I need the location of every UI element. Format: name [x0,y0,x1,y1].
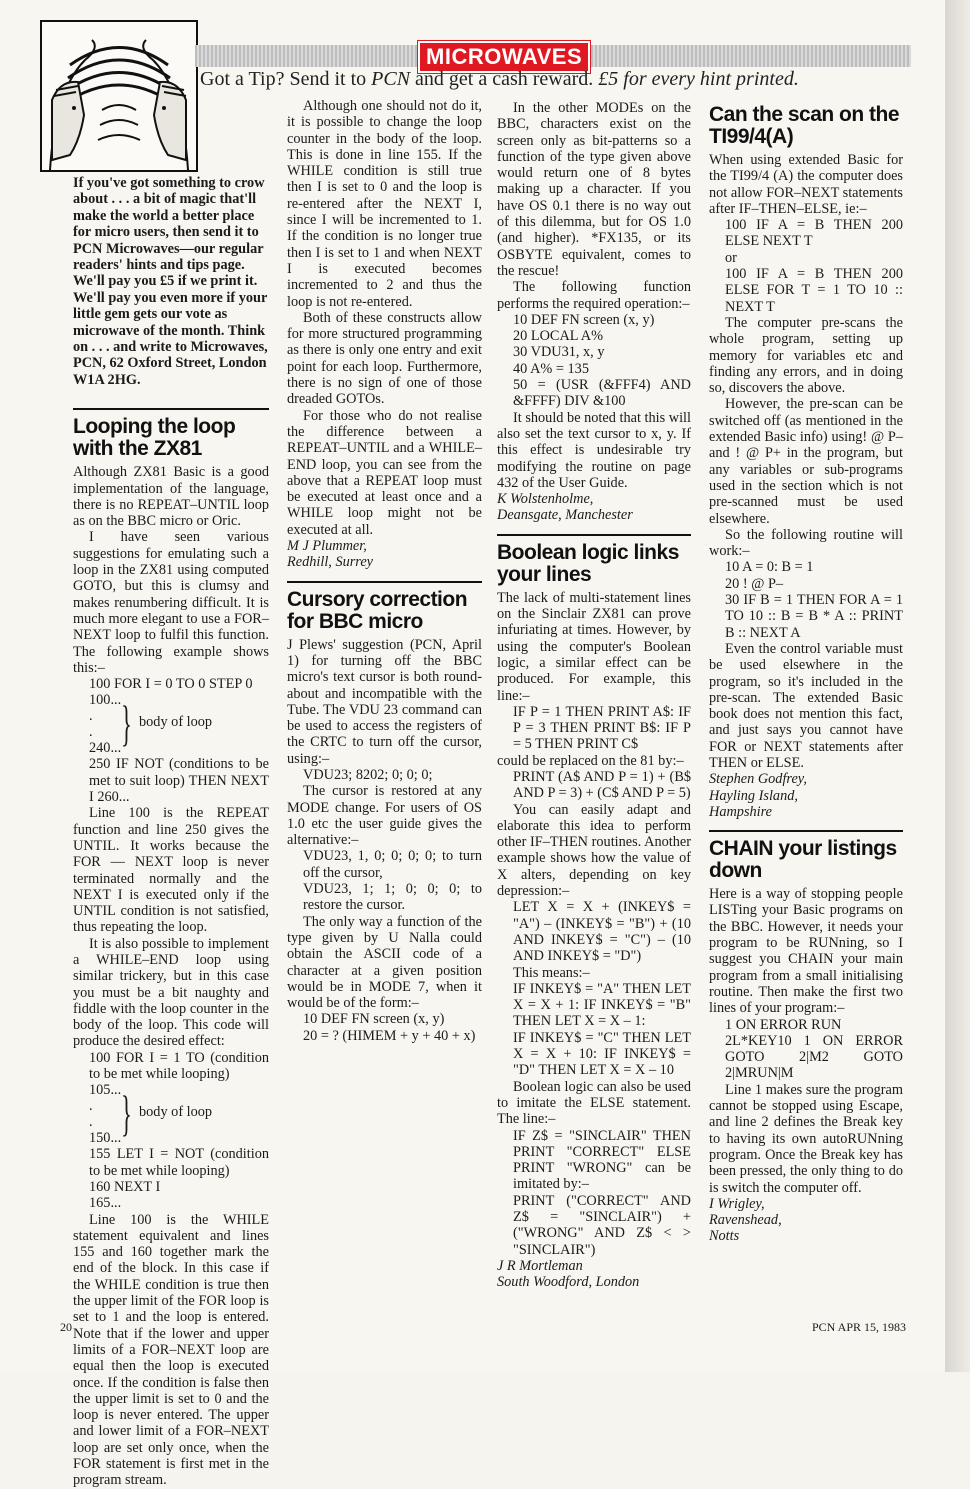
boolean-p5: Boolean logic can also be used to imitate the ELSE statement. The line:– [497,1078,691,1128]
code-line: 105... [89,1082,122,1099]
code-line: 240... [89,740,122,757]
looping-p1: Although ZX81 Basic is a good implementation of the language, there is no REPEAT–UNTIL loop as on the BBC micro or Oric. [73,464,269,530]
cursor-p3: The only way a function of the type given by U Nalla could obtain the ASCII code of a character at a given position would be in MODE 7, when it would be of the form:– [287,913,482,1012]
cursor-code5: 20 = ? (HIMEM + y + 40 + x) [303,1027,476,1044]
signature-location: Hampshire [709,803,773,820]
column-3 [497,100,691,1290]
signature: K Wolstenholme, [497,491,594,508]
brace-label: body of loop [139,1104,213,1121]
signature: I Wrigley, [709,1195,765,1212]
cursor-p4: In the other MODEs on the BBC, characters exist on the screen only as bit-patterns so a function of the type given above would return one of 8 bytes making up a character. If you have OS 0.1 there is no way out of this dilemma, but for OS 1.0 (and higher). *FX135, or its OSBYTE equivalent, comes to the rescue! [497,100,691,279]
looping-p4: It is also possible to implement a WHILE–END loop using similar trickery, but in this case you must be a bit naughty and fiddle with the loop counter in the body of the loop. This code will produce the desired effect: [73,935,269,1050]
signature: Stephen Godfrey, [709,771,807,788]
scan-code5: 30 IF B = 1 THEN FOR A = 1 TO 10 :: B = B * A :: PRINT B :: NEXT A [725,592,903,641]
cursor-p6: It should be noted that this will also set the text cursor to x, y. If this effect is undesirable try modifying the routine on page 432 of the User Guide. [497,409,691,491]
code-dot: . [89,708,93,725]
looping-code1: 100 FOR I = 0 TO 0 STEP 0 [89,676,253,693]
cursor-code1: VDU23; 8202; 0; 0; 0; [303,766,433,783]
signature-location: Redhill, Surrey [287,554,374,571]
section-divider [497,534,691,536]
looping-p5: Line 100 is the WHILE statement equivalent and lines 155 and 160 together mark the end of the block. In this case if the WHILE condition is true then the upper limit of the FOR loop is set to 1 and the loop is entered. Note that if the lower and upper limits of a FOR–NEXT loop are equal then the loop is executed once. If the condition is false then the upper limit is set to 0 and the loop is never entered. The upper and lower limit of a FOR–NEXT loop are set only once, when the FOR statement is first met in the program stream. [73,1211,269,1489]
intro-text: If you've got something to crow about . . . a bit of magic that'll make the world a better place for micro users, then send it to PCN Microwaves—our regular readers' hints and tips page. We'll pay you £5 if we print it. We'll pay you even more if your little gem gets our vote as microwave of the month. Think on . . . and write to Microwaves, PCN, 62 Oxford Street, London W1A 2HG. [73,175,268,388]
code-line: 150... [89,1130,122,1147]
boolean-code7: PRINT ("CORRECT" AND Z$ = "SINCLAIR") + ("WRONG" AND Z$ < > "SINCLAIR") [513,1192,691,1258]
page-gutter [945,0,970,1372]
chain-code1: 1 ON ERROR RUN [725,1016,842,1033]
signature-location: Hayling Island, [709,787,798,804]
column-4 [709,104,903,1245]
looping-code5: 160 NEXT I [89,1178,161,1195]
looping-p7: Both of these constructs allow for more structured programming as there is only one entry and exit point for each loop. Furthermore, there is no sign of one of those dreaded GOTOs. [287,309,482,408]
cursor-code2: VDU23, 1, 0; 0; 0; 0; to turn off the cursor, [303,848,482,881]
tagline-pcn: PCN [371,68,411,90]
code-line: 100... [89,692,122,709]
cursor-code6: 10 DEF FN screen (x, y) [513,311,655,328]
tagline-part-b: and get a cash reward. [410,68,599,90]
boolean-code2: PRINT (A$ AND P = 1) + (B$ AND P = 3) + (C$ AND P = 5) [513,768,691,802]
looping-p6: Although one should not do it, it is possible to change the loop counter in the body of the loop. This is done in line 155. If the WHILE condition is still true then I is set to 0 and the loop is re-entered after the NEXT I, since I will be incremented to 1. If the condition is no longer true then I is set to 1 and when NEXT I is executed becomes incremented to 2 and thus the loop is not re-entered. [287,98,482,310]
scan-code4: 20 ! @ P– [725,575,784,592]
looping-code2: 250 IF NOT (conditions to be met to suit loop) THEN NEXT I 260... [89,756,269,806]
looping-code4: 155 LET I = NOT (condition to be met while looping) [89,1146,269,1179]
heading-cursor: Cursory correction for BBC micro [287,587,468,633]
boolean-code5: IF INKEY$ = "C" THEN LET X = X + 10: IF INKEY$ = "D" THEN LET X = X – 10 [513,1029,691,1079]
signature-location: Ravenshead, [709,1212,782,1229]
code-dot: . [89,1114,93,1131]
boolean-p1: The lack of multi-statement lines on the Sinclair ZX81 can prove infuriating at times. However, by using the computer's Boolean logic, a similar effect can be produced. For example, this line:– [497,589,691,704]
heading-chain: CHAIN your listings down [709,837,897,883]
header-tagline [200,68,799,91]
code-dot: . [89,724,93,741]
scan-p5: Even the control variable must be used elsewhere in the program, so it's included in the pre-scan. The extended Basic book does not mention this fact, and just says you cannot have FOR or NEXT statements after THEN or ELSE. [709,640,903,771]
heading-looping: Looping the loop with the ZX81 [73,415,236,461]
looping-p3: Line 100 is the REPEAT function and line 250 gives the UNTIL. It works because the FOR — NEXT loop is never terminated normally and the NEXT I is executed only if the UNTIL condition is not satisfied, thus repeating the loop. [73,805,269,936]
cursor-p2: The cursor is restored at any MODE change. For users of OS 1.0 etc the user guide gives the alternative:– [287,783,482,849]
heading-boolean: Boolean logic links your lines [497,540,679,586]
heading-scan: Can the scan on the TI99/4(A) [709,103,900,148]
boolean-p3: You can easily adapt and elaborate this idea to perform other IF–THEN routines. Another example shows how the value of X alters, depending on key depression:– [497,801,691,900]
scan-code2: 100 IF A = B THEN 200 ELSE FOR T = 1 TO 10 :: NEXT T [725,266,903,315]
scan-code1: 100 IF A = B THEN 200 ELSE NEXT T [725,217,903,250]
boolean-code1: IF P = 1 THEN PRINT A$: IF P = 3 THEN PRINT B$: IF P = 5 THEN PRINT C$ [513,703,691,753]
brace-label: body of loop [139,714,213,731]
boolean-code6: IF Z$ = "SINCLAIR" THEN PRINT "CORRECT" ELSE PRINT "WRONG" can be imitated by:– [513,1127,691,1193]
scan-code3: 10 A = 0: B = 1 [725,559,814,576]
cursor-code8: 30 VDU31, x, y [513,344,605,361]
section-divider [73,408,269,410]
section-divider [709,830,903,832]
signature-location: South Woodford, London [497,1274,640,1291]
looping-code6: 165... [89,1195,122,1212]
boolean-p4: This means:– [513,964,590,981]
cursor-p5: The following function performs the required operation:– [497,279,691,312]
cursor-code7: 20 LOCAL A% [513,328,604,345]
chain-code2: 2L*KEY10 1 ON ERROR GOTO 2|M2 GOTO 2|MRUN|M [725,1032,903,1082]
looping-p8: For those who do not realise the difference between a REPEAT–UNTIL and a WHILE–END loop, you can see from the above that a REPEAT loop must be executed at least once and a WHILE loop might not be executed at all. [287,407,482,538]
issue-date: PCN APR 15, 1983 [812,1320,907,1334]
signature-location: Notts [709,1228,740,1245]
signature: M J Plummer, [287,538,367,555]
tagline-part-a: Got a Tip? Send it to [200,68,372,90]
code-brace-block-2 [73,1082,269,1146]
cursor-code10: 50 = (USR (&FFF4) AND &FFFF) DIV &100 [513,377,691,410]
signature: J R Mortleman [497,1257,583,1274]
cursor-code3: VDU23, 1; 1; 0; 0; 0; to restore the cursor. [303,881,482,914]
page-number: 20 [60,1320,72,1334]
scan-p4: So the following routine will work:– [709,526,903,560]
cursor-code9: 40 A% = 135 [513,360,589,377]
boolean-code3: LET X = X + (INKEY$ = "A") – (INKEY$ = "B") + (10 AND INKEY$ = "C") – (10 AND INKEY$ = "D") [513,899,691,965]
tagline-part-c: £5 for every hint printed. [598,68,799,90]
section-divider [287,581,482,583]
chain-p1: Here is a way of stopping people LISTing your Basic programs on the BBC. However, it needs your program to be RUNning, so I suggest you CHAIN your main program from a small initialising routine. Then make the first two lines of your program:– [709,886,903,1017]
code-brace-block-1 [73,692,269,756]
looping-code3: 100 FOR I = 1 TO (condition to be met while looping) [89,1049,269,1083]
scan-p2: The computer pre-scans the whole program, setting up memory for variables etc and finding any errors, and in doing so, discovers the above. [709,314,903,397]
column-1 [73,175,269,1489]
microwaves-logo-illustration [40,20,198,172]
scan-code-or: or [725,249,737,266]
brace-glyph: } [121,695,132,752]
code-dot: . [89,1098,93,1115]
cursor-code4: 10 DEF FN screen (x, y) [303,1011,445,1028]
looping-p2: I have seen various suggestions for emulating such a loop in the ZX81 using computed GOTO, but this is clumsy and makes renumbering difficult. It is much more elegant to use a FOR–NEXT loop to fulfil this function. The following example shows this:– [73,529,269,676]
scan-p3: However, the pre-scan can be switched off (as mentioned in the extended Basic info) using! @ P– and ! @ P+ in the program, but any variables or sub-programs used in the section which is not pre-scanned must be used elsewhere. [709,396,903,527]
boolean-p2: could be replaced on the 81 by:– [497,752,684,769]
brace-glyph: } [121,1085,132,1142]
boolean-code4: IF INKEY$ = "A" THEN LET X = X + 1: IF INKEY$ = "B" THEN LET X = X – 1: [513,980,691,1030]
chain-p2: Line 1 makes sure the program cannot be stopped using Escape, and line 2 defines the Break key to having its own autoRUNning program. Once the Break key has been pressed, the only thing to do is switch the computer off. [709,1081,903,1196]
scan-p1: When using extended Basic for the TI99/4 (A) the computer does not allow FOR–NEXT statements after IF–THEN–ELSE, ie:– [709,152,903,217]
cursor-p1: J Plews' suggestion (PCN, April 1) for turning off the BBC micro's text cursor is both round-about and incompatible with the Tube. The VDU 23 command can be used to access the registers of the CRTC to turn off the cursor, using:– [287,636,482,767]
column-2 [287,98,482,1044]
page-title: MICROWAVES [418,41,590,73]
signature-location: Deansgate, Manchester [497,507,633,524]
